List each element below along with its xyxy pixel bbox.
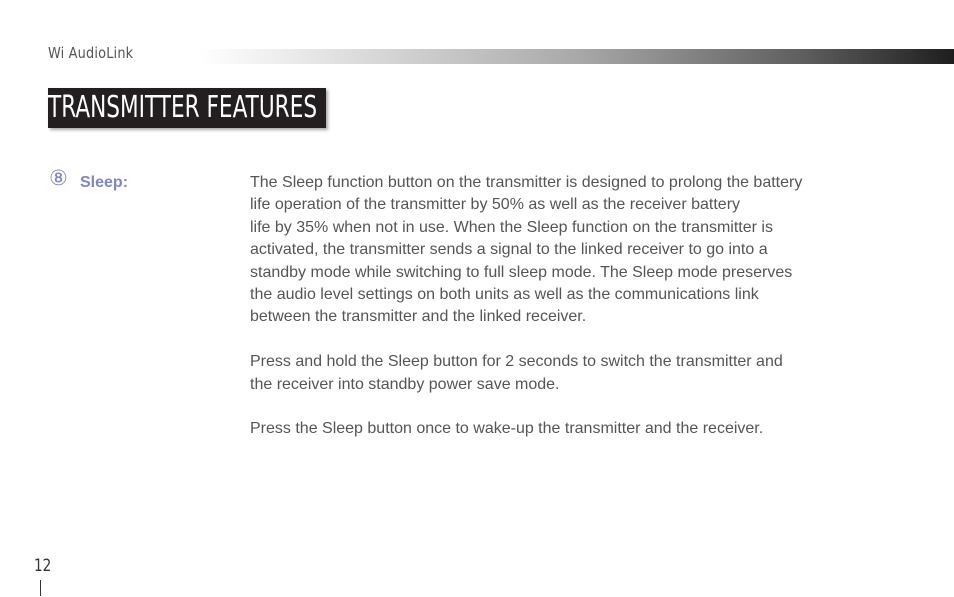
item-description [250,172,850,463]
page-number: 12 [34,556,52,576]
text-line: the audio level settings on both units as well as the communications link [250,286,759,304]
text-line: the receiver into standby power save mode. [250,375,560,393]
section-title-box [48,88,326,128]
text-line: Press the Sleep button once to wake-up the transmitter and the receiver. [250,420,764,438]
text-line: activated, the transmitter sends a signal to the linked receiver to go into a [250,241,768,259]
text-line: Press and hold the Sleep button for 2 seconds to switch the transmitter and [250,353,783,371]
section-title: TRANSMITTER FEATURES [48,90,318,125]
text-line: life operation of the transmitter by 50% as well as the receiver battery [250,196,741,214]
description-paragraph-1 [250,172,850,329]
text-line: standby mode while switching to full sleep mode. The Sleep mode preserves [250,263,793,281]
header-gradient-bar [200,49,954,64]
page-number-rule [40,580,41,596]
item-label: Sleep: [80,174,129,191]
text-line: between the transmitter and the linked receiver. [250,308,587,326]
description-paragraph-3 [250,418,850,440]
brand-name: Wi AudioLink [48,44,134,62]
item-number-icon: ⑧ [49,166,68,190]
description-paragraph-2 [250,351,850,396]
text-line: The Sleep function button on the transmitter is designed to prolong the battery [250,174,803,191]
text-line: life by 35% when not in use. When the Sleep function on the transmitter is [250,218,773,236]
